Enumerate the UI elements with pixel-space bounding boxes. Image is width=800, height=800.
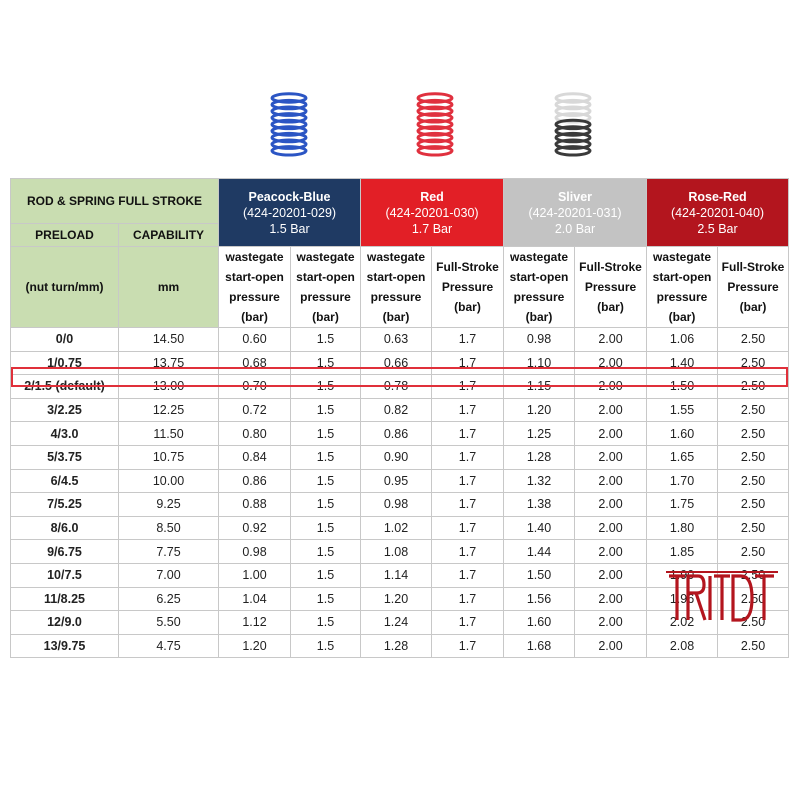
pressure-cell: 1.5	[291, 398, 361, 422]
pressure-cell: 1.20	[219, 634, 291, 658]
table-row	[11, 634, 789, 658]
group-pressure: 1.7 Bar	[411, 221, 453, 236]
wastegate-header: wastegate start-open pressure (bar)	[504, 247, 575, 328]
pressure-cell: 1.28	[504, 445, 575, 469]
pressure-cell: 2.50	[718, 540, 789, 564]
pressure-cell: 2.00	[575, 516, 647, 540]
group-pressure: 1.5 Bar	[269, 221, 310, 236]
pressure-cell: 2.50	[718, 328, 789, 352]
group-code: (424-20201-030)	[385, 205, 479, 220]
pressure-cell: 1.85	[647, 540, 718, 564]
pressure-cell: 1.5	[291, 563, 361, 587]
preload-cell: 13/9.75	[11, 634, 119, 658]
pressure-cell: 0.90	[361, 445, 432, 469]
capability-cell: 6.25	[119, 587, 219, 611]
group-name: Rose-Red	[688, 189, 747, 204]
pressure-cell: 1.24	[361, 611, 432, 635]
preload-cell: 3/2.25	[11, 398, 119, 422]
pressure-cell: 2.50	[718, 375, 789, 399]
pressure-cell: 2.50	[718, 587, 789, 611]
pressure-cell: 1.5	[291, 375, 361, 399]
pressure-cell: 2.50	[718, 563, 789, 587]
table-row	[11, 398, 789, 422]
pressure-cell: 2.00	[575, 540, 647, 564]
pressure-cell: 1.04	[219, 587, 291, 611]
pressure-cell: 1.02	[361, 516, 432, 540]
pressure-cell: 1.40	[504, 516, 575, 540]
capability-cell: 8.50	[119, 516, 219, 540]
pressure-cell: 0.92	[219, 516, 291, 540]
red-spring-icon	[410, 92, 460, 158]
pressure-cell: 1.00	[219, 563, 291, 587]
pressure-cell: 1.7	[432, 540, 504, 564]
pressure-cell: 1.7	[432, 422, 504, 446]
corner-title: ROD & SPRING FULL STROKE	[11, 179, 219, 224]
fullstroke-header: Full-Stroke Pressure (bar)	[718, 247, 789, 328]
pressure-cell: 1.50	[647, 375, 718, 399]
pressure-cell: 0.70	[219, 375, 291, 399]
preload-cell: 12/9.0	[11, 611, 119, 635]
pressure-cell: 1.90	[647, 563, 718, 587]
pressure-cell: 1.20	[504, 398, 575, 422]
group-rose-red	[647, 179, 789, 247]
pressure-cell: 0.84	[219, 445, 291, 469]
pressure-cell: 0.88	[219, 493, 291, 517]
pressure-cell: 2.50	[718, 516, 789, 540]
pressure-cell: 1.5	[291, 611, 361, 635]
capability-cell: 13.00	[119, 375, 219, 399]
pressure-cell: 1.12	[219, 611, 291, 635]
pressure-cell: 2.00	[575, 328, 647, 352]
pressure-cell: 1.06	[647, 328, 718, 352]
capability-cell: 5.50	[119, 611, 219, 635]
capability-cell: 7.00	[119, 563, 219, 587]
blue-spring-icon	[264, 92, 314, 158]
pressure-cell: 1.5	[291, 351, 361, 375]
capability-cell: 9.25	[119, 493, 219, 517]
preload-cell: 10/7.5	[11, 563, 119, 587]
pressure-cell: 2.00	[575, 611, 647, 635]
capability-cell: 10.00	[119, 469, 219, 493]
table-row	[11, 351, 789, 375]
preload-unit: (nut turn/mm)	[11, 247, 119, 328]
capability-unit: mm	[119, 247, 219, 328]
pressure-cell: 1.5	[291, 328, 361, 352]
pressure-cell: 1.32	[504, 469, 575, 493]
pressure-cell: 1.5	[291, 587, 361, 611]
header-row-3	[11, 247, 789, 328]
pressure-cell: 1.15	[504, 375, 575, 399]
table-row	[11, 445, 789, 469]
pressure-cell: 2.00	[575, 469, 647, 493]
pressure-cell: 1.25	[504, 422, 575, 446]
pressure-cell: 1.50	[504, 563, 575, 587]
pressure-cell: 0.78	[361, 375, 432, 399]
pressure-cell: 1.10	[504, 351, 575, 375]
pressure-cell: 2.50	[718, 422, 789, 446]
pressure-cell: 1.7	[432, 634, 504, 658]
table-row	[11, 422, 789, 446]
pressure-cell: 2.50	[718, 445, 789, 469]
pressure-cell: 1.7	[432, 328, 504, 352]
preload-header: PRELOAD	[11, 224, 119, 247]
group-sliver	[504, 179, 647, 247]
pressure-cell: 0.86	[219, 469, 291, 493]
pressure-cell: 2.00	[575, 587, 647, 611]
pressure-cell: 1.7	[432, 611, 504, 635]
pressure-cell: 2.00	[575, 422, 647, 446]
pressure-cell: 0.66	[361, 351, 432, 375]
pressure-cell: 1.7	[432, 516, 504, 540]
table-row	[11, 375, 789, 399]
pressure-cell: 0.98	[361, 493, 432, 517]
table-row	[11, 469, 789, 493]
pressure-cell: 2.50	[718, 351, 789, 375]
group-name: Peacock-Blue	[248, 189, 331, 204]
pressure-cell: 0.80	[219, 422, 291, 446]
pressure-cell: 1.55	[647, 398, 718, 422]
pressure-cell: 0.98	[504, 328, 575, 352]
group-peacock-blue	[219, 179, 361, 247]
pressure-cell: 1.60	[647, 422, 718, 446]
preload-cell: 6/4.5	[11, 469, 119, 493]
capability-cell: 4.75	[119, 634, 219, 658]
preload-cell: 5/3.75	[11, 445, 119, 469]
pressure-cell: 1.75	[647, 493, 718, 517]
group-pressure: 2.0 Bar	[554, 221, 596, 236]
pressure-cell: 2.00	[575, 398, 647, 422]
pressure-cell: 2.50	[718, 634, 789, 658]
pressure-cell: 1.70	[647, 469, 718, 493]
header-row-1	[11, 179, 789, 224]
preload-cell: 7/5.25	[11, 493, 119, 517]
pressure-cell: 1.5	[291, 445, 361, 469]
preload-cell: 11/8.25	[11, 587, 119, 611]
pressure-cell: 1.68	[504, 634, 575, 658]
pressure-cell: 2.50	[718, 493, 789, 517]
preload-cell: 9/6.75	[11, 540, 119, 564]
preload-cell: 8/6.0	[11, 516, 119, 540]
group-red	[361, 179, 504, 247]
pressure-cell: 1.5	[291, 540, 361, 564]
pressure-cell: 1.7	[432, 493, 504, 517]
pressure-cell: 1.7	[432, 469, 504, 493]
group-name: Sliver	[557, 189, 593, 204]
springs-images	[0, 92, 800, 162]
pressure-cell: 1.56	[504, 587, 575, 611]
capability-cell: 14.50	[119, 328, 219, 352]
pressure-cell: 1.08	[361, 540, 432, 564]
pressure-cell: 2.50	[718, 398, 789, 422]
pressure-cell: 0.68	[219, 351, 291, 375]
pressure-cell: 1.7	[432, 375, 504, 399]
pressure-cell: 1.65	[647, 445, 718, 469]
pressure-cell: 0.82	[361, 398, 432, 422]
pressure-cell: 0.95	[361, 469, 432, 493]
pressure-cell: 0.60	[219, 328, 291, 352]
group-pressure: 2.5 Bar	[697, 221, 738, 236]
pressure-cell: 2.00	[575, 445, 647, 469]
pressure-cell: 1.14	[361, 563, 432, 587]
pressure-cell: 2.02	[647, 611, 718, 635]
pressure-cell: 2.50	[718, 611, 789, 635]
pressure-cell: 2.00	[575, 375, 647, 399]
pressure-cell: 1.5	[291, 516, 361, 540]
silver-spring-icon	[548, 92, 598, 158]
pressure-cell: 1.96	[647, 587, 718, 611]
pressure-cell: 2.50	[718, 469, 789, 493]
table-row	[11, 328, 789, 352]
wastegate-header: wastegate start-open pressure (bar)	[361, 247, 432, 328]
pressure-cell: 1.28	[361, 634, 432, 658]
pressure-cell: 1.40	[647, 351, 718, 375]
group-code: (424-20201-040)	[670, 205, 765, 220]
pressure-cell: 0.86	[361, 422, 432, 446]
pressure-cell: 1.80	[647, 516, 718, 540]
group-name: Red	[420, 189, 444, 204]
capability-cell: 11.50	[119, 422, 219, 446]
group-code: (424-20201-029)	[242, 205, 337, 220]
wastegate-header: wastegate start-open pressure (bar)	[219, 247, 291, 328]
fullstroke-header: Full-Stroke Pressure (bar)	[432, 247, 504, 328]
table-row	[11, 516, 789, 540]
capability-cell: 10.75	[119, 445, 219, 469]
preload-cell: 1/0.75	[11, 351, 119, 375]
capability-cell: 12.25	[119, 398, 219, 422]
pressure-cell: 1.38	[504, 493, 575, 517]
pressure-cell: 2.00	[575, 634, 647, 658]
pressure-cell: 2.08	[647, 634, 718, 658]
pressure-cell: 2.00	[575, 493, 647, 517]
pressure-cell: 2.00	[575, 563, 647, 587]
pressure-cell: 1.44	[504, 540, 575, 564]
pressure-cell: 1.5	[291, 493, 361, 517]
group-code: (424-20201-031)	[528, 205, 622, 220]
preload-cell: 0/0	[11, 328, 119, 352]
capability-header: CAPABILITY	[119, 224, 219, 247]
table-row	[11, 493, 789, 517]
wastegate-header: wastegate start-open pressure (bar)	[647, 247, 718, 328]
pressure-cell: 1.60	[504, 611, 575, 635]
pressure-cell: 1.5	[291, 634, 361, 658]
pressure-cell: 0.63	[361, 328, 432, 352]
table-row	[11, 540, 789, 564]
fullstroke-header: Full-Stroke Pressure (bar)	[575, 247, 647, 328]
pressure-cell: 2.00	[575, 351, 647, 375]
capability-cell: 7.75	[119, 540, 219, 564]
pressure-cell: 1.7	[432, 445, 504, 469]
pressure-cell: 1.20	[361, 587, 432, 611]
pressure-cell: 1.7	[432, 587, 504, 611]
pressure-cell: 1.7	[432, 563, 504, 587]
capability-cell: 13.75	[119, 351, 219, 375]
pressure-cell: 1.7	[432, 351, 504, 375]
preload-cell: 4/3.0	[11, 422, 119, 446]
pressure-cell: 1.5	[291, 422, 361, 446]
pressure-cell: 1.7	[432, 398, 504, 422]
wastegate-header: wastegate start-open pressure (bar)	[291, 247, 361, 328]
tritdt-logo	[666, 566, 778, 624]
pressure-cell: 1.5	[291, 469, 361, 493]
pressure-cell: 0.72	[219, 398, 291, 422]
preload-cell: 2/1.5 (default)	[11, 375, 119, 399]
pressure-cell: 0.98	[219, 540, 291, 564]
